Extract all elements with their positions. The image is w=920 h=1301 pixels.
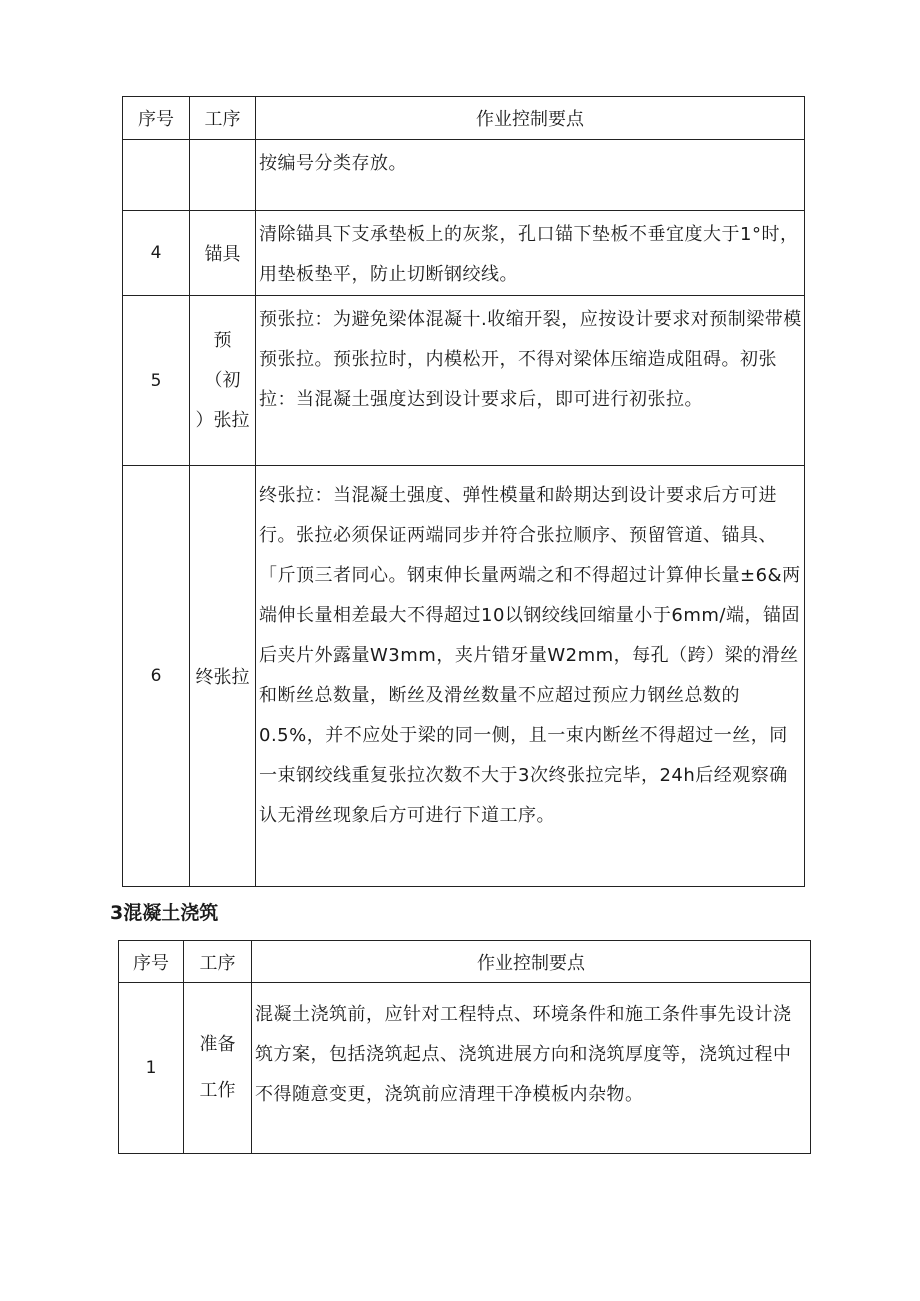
- row-text: 预张拉：为避免梁体混凝十.收缩开裂，应按设计要求对预制梁带模预张拉。预张拉时，内模松开，不得对梁体压缩造成阻碍。初张拉：当混凝土强度达到设计要求后，即可进行初张拉。: [256, 296, 805, 466]
- header-process: 工序: [184, 941, 252, 983]
- row-seq: 5: [123, 296, 190, 466]
- header-seq: 序号: [123, 97, 190, 140]
- row-text: 按编号分类存放。: [256, 140, 805, 211]
- header-process: 工序: [190, 97, 256, 140]
- header-seq: 序号: [119, 941, 184, 983]
- table-row: [123, 140, 805, 211]
- table-header-row: [123, 97, 805, 140]
- row-seq: 4: [123, 211, 190, 296]
- row-seq: [123, 140, 190, 211]
- row-text: 终张拉：当混凝土强度、弹性模量和龄期达到设计要求后方可进行。张拉必须保证两端同步并符合张拉顺序、预留管道、锚具、「斤顶三者同心。钢束伸长量两端之和不得超过计算伸长量±6&两端伸长量相差最大不得超过10以钢绞线回缩量小于6mm∕端，锚固后夹片外露量W3mm，夹片错牙量W2mm，每孔（跨）梁的滑丝和断丝总数量，断丝及滑丝数量不应超过预应力钢丝总数的0.5%，并不应处于梁的同一侧，且一束内断丝不得超过一丝，同一束钢绞线重复张拉次数不大于3次终张拉完毕，24h后经观察确认无滑丝现象后方可进行下道工序。: [256, 466, 805, 887]
- table-row: [119, 983, 811, 1154]
- section-title: 3混凝土浇筑: [110, 902, 219, 924]
- row-process: 终张拉: [190, 466, 256, 887]
- process-line: 准备: [199, 1034, 236, 1055]
- row-seq: 6: [123, 466, 190, 887]
- process-line: 预: [213, 329, 232, 351]
- process-line: 工作: [199, 1080, 236, 1101]
- row-seq: 1: [119, 983, 184, 1154]
- row-process: 锚具: [190, 211, 256, 296]
- table-row: [123, 296, 805, 466]
- process-line: ）张拉: [195, 409, 250, 431]
- row-text: 清除锚具下支承垫板上的灰浆，孔口锚下垫板不垂宜度大于1°时，用垫板垫平，防止切断钢绞线。: [256, 211, 805, 296]
- row-process: [184, 983, 252, 1154]
- row-process: [190, 296, 256, 466]
- row-process: [190, 140, 256, 211]
- control-points-table-2: [118, 940, 811, 1154]
- row-text: 混凝土浇筑前，应针对工程特点、环境条件和施工条件事先设计浇筑方案，包括浇筑起点、浇筑进展方向和浇筑厚度等，浇筑过程中不得随意变更，浇筑前应清理干净模板内杂物。: [252, 983, 811, 1154]
- table-row: [123, 466, 805, 887]
- header-points: 作业控制要点: [252, 941, 811, 983]
- table-header-row: [119, 941, 811, 983]
- header-points: 作业控制要点: [256, 97, 805, 140]
- process-line: （初: [204, 369, 241, 391]
- control-points-table-1: [122, 96, 805, 887]
- table-row: [123, 211, 805, 296]
